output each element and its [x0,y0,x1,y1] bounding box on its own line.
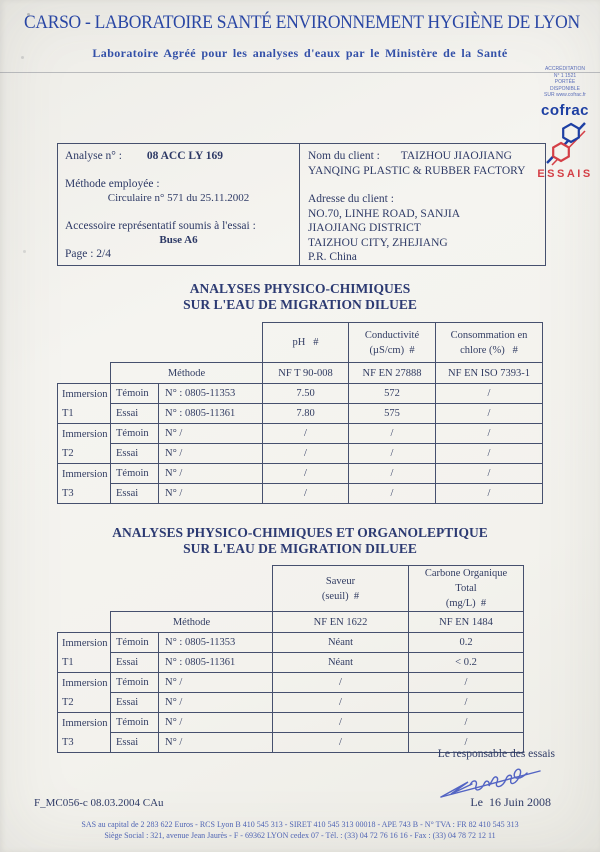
sample-type: Témoin [111,633,159,653]
table-row [58,484,543,504]
conductivite-value: / [349,424,436,444]
immersion-group-t3: Immersion T3 [58,713,111,753]
method-label: Méthode employée : [65,178,160,190]
sample-type: Témoin [111,464,159,484]
ph-value: / [263,424,349,444]
table-row [58,464,543,484]
conductivite-value: 575 [349,404,436,424]
sample-number: N° / [159,444,263,464]
conductivite-value: / [349,464,436,484]
sample-type: Témoin [111,384,159,404]
sample-number: N° : 0805-11361 [159,404,263,424]
table-row [58,693,524,713]
client-name-label: Nom du client : [308,150,380,162]
table-row [58,653,524,673]
section1-title [0,281,600,313]
table-row [58,424,543,444]
cot-value: / [409,673,524,693]
method-conductivite: NF EN 27888 [349,363,436,384]
section2-title [0,525,600,557]
sample-type: Témoin [111,424,159,444]
cot-value: / [409,733,524,753]
chlore-value: / [436,424,543,444]
sample-number: N° / [159,464,263,484]
section1-title-line2: SUR L'EAU DE MIGRATION DILUEE [183,297,417,312]
saveur-value: / [273,693,409,713]
analysis-number-value: 08 ACC LY 169 [146,150,224,162]
sample-number: N° / [159,733,273,753]
analysis-number-label: Analyse n° : [65,150,122,162]
saveur-value: / [273,713,409,733]
col-header-cot: Carbone Organique Total (mg/L) # [409,566,524,612]
client-info [300,144,545,265]
header-divider [0,72,600,73]
method-saveur: NF EN 1622 [273,612,409,633]
immersion-group-t3: Immersion T3 [58,464,111,504]
sample-type: Essai [111,693,159,713]
method-chlore: NF EN ISO 7393-1 [436,363,543,384]
sample-type: Témoin [111,673,159,693]
client-name-line2: YANQING PLASTIC & RUBBER FACTORY [308,164,526,177]
section2-title-line2: SUR L'EAU DE MIGRATION DILUEE [183,541,417,556]
table-row [58,713,524,733]
saveur-value: Néant [273,633,409,653]
method-header: Méthode [111,363,263,384]
col-header-ph: pH # [263,323,349,363]
sample-number: N° : 0805-11353 [159,633,273,653]
accreditation-line: PORTÉE [554,79,576,85]
cot-value: / [409,693,524,713]
method-cot: NF EN 1484 [409,612,524,633]
ph-value: 7.50 [263,384,349,404]
sample-type: Essai [111,444,159,464]
ph-value: / [263,484,349,504]
table-row [58,633,524,653]
sample-number: N° / [159,673,273,693]
method-value: Circulaire n° 571 du 25.11.2002 [107,192,250,204]
conductivite-value: / [349,444,436,464]
sample-type: Essai [111,404,159,424]
table-row [58,404,543,424]
client-address-label: Adresse du client : [308,193,394,205]
accreditation-line: DISPONIBLE [549,85,580,92]
saveur-value: / [273,733,409,753]
accreditation-line: ACCRÉDITATION [544,66,586,72]
section2-title-line1: ANALYSES PHYSICO-CHIMIQUES ET ORGANOLEPTIQUE [112,525,488,540]
sample-type: Essai [111,653,159,673]
col-header-conductivite: Conductivité (µS/cm) # [349,323,436,363]
sample-number: N° : 0805-11361 [159,653,273,673]
conductivite-value: 572 [349,384,436,404]
footer-legal-line1: SAS au capital de 2 283 622 Euros - RCS Lyon B 410 545 313 - SIRET 410 545 313 00018 - APE 743 B - N° TVA : FR 82 410 545 313 [81,820,519,829]
ph-value: / [263,444,349,464]
cofrac-essais-label: ESSAIS [537,168,593,180]
accreditation-line: SUR www.cofrac.fr [544,92,586,98]
sample-number: N° : 0805-11353 [159,384,263,404]
accreditation-text [534,66,596,99]
immersion-group-t1: Immersion T1 [58,384,111,424]
sample-number: N° / [159,693,273,713]
method-ph: NF T 90-008 [263,363,349,384]
footer-legal-line2: Siège Social : 321, avenue Jean Jaurès - F - 69362 LYON cedex 07 - Tél. : (33) 04 72 76 16 16 - Fax : (33) 04 78 72 12 11 [104,831,496,840]
organoleptique-table [57,565,524,753]
accreditation-line: N° 1 1521 [553,72,577,79]
ph-value: / [263,464,349,484]
accessory-value: Buse A6 [159,234,198,246]
table-row [58,444,543,464]
immersion-group-t2: Immersion T2 [58,424,111,464]
immersion-group-t1: Immersion T1 [58,633,111,673]
client-address-line: NO.70, LINHE ROAD, SANJIA [308,207,461,220]
chlore-value: / [436,384,543,404]
accessory-label: Accessoire représentatif soumis à l'essai : [65,220,256,232]
scan-artifact [23,250,26,253]
chlore-value: / [436,444,543,464]
report-date: Le 16 Juin 2008 [470,795,551,809]
conductivite-value: / [349,484,436,504]
page-indicator: Page : 2/4 [65,248,111,260]
method-header: Méthode [111,612,273,633]
lab-title: CARSO - LABORATOIRE SANTÉ ENVIRONNEMENT HYGIÈNE DE LYON [24,12,580,33]
form-reference: F_MC056-c 08.03.2004 CAu [34,797,164,809]
client-address-line: JIAOJIANG DISTRICT [308,222,421,234]
responsible-label: Le responsable des essais [437,748,555,760]
sample-type: Essai [111,733,159,753]
table-row [58,673,524,693]
cot-value: 0.2 [409,633,524,653]
immersion-group-t2: Immersion T2 [58,673,111,713]
analysis-info-box [57,143,546,266]
sample-number: N° / [159,484,263,504]
physico-chimiques-table [57,322,543,504]
chlore-value: / [436,464,543,484]
saveur-value: Néant [273,653,409,673]
col-header-saveur: Saveur (seuil) # [273,566,409,612]
sample-number: N° / [159,713,273,733]
sample-number: N° / [159,424,263,444]
lab-subtitle: Laboratoire Agréé pour les analyses d'eaux par le Ministère de la Santé [92,46,508,60]
analysis-info-left [58,144,300,265]
ph-value: 7.80 [263,404,349,424]
client-address-line: P.R. China [308,251,357,263]
saveur-value: / [273,673,409,693]
table-row [58,384,543,404]
sample-type: Témoin [111,713,159,733]
col-header-chlore: Consommation en chlore (%) # [436,323,543,363]
cot-value: < 0.2 [409,653,524,673]
client-name-value: TAIZHOU JIAOJIANG [400,150,512,162]
sample-type: Essai [111,484,159,504]
chlore-value: / [436,484,543,504]
cot-value: / [409,713,524,733]
cofrac-hexagons-icon [546,120,586,171]
section1-title-line1: ANALYSES PHYSICO-CHIMIQUES [189,281,411,296]
client-address-line: TAIZHOU CITY, ZHEJIANG [308,236,448,249]
chlore-value: / [436,404,543,424]
cofrac-logo-text: cofrac [540,102,590,119]
